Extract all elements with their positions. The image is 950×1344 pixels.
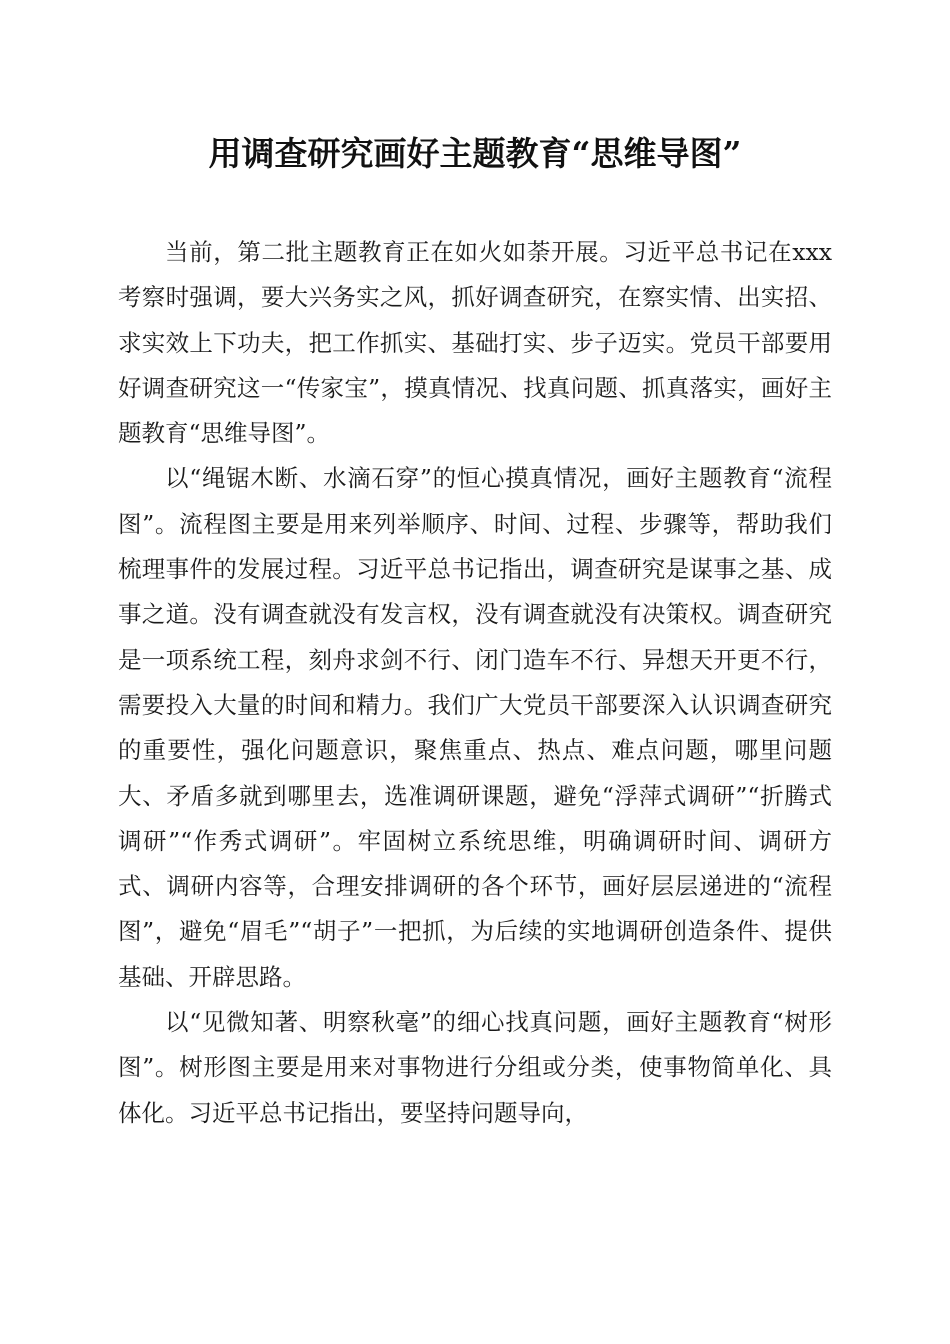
paragraph-1: 当前，第二批主题教育正在如火如荼开展。习近平总书记在xxx考察时强调，要大兴务实之风，抓好调查研究，在察实情、出实招、求实效上下功夫，把工作抓实、基础打实、步子迈实。党员干部要用好调查研究这一“传家宝”，摸真情况、找真问题、抓真落实，画好主题教育“思维导图”。 xyxy=(118,238,832,448)
document-title: 用调查研究画好主题教育“思维导图” xyxy=(208,134,742,173)
paragraph-2: 以“绳锯木断、水滴石穿”的恒心摸真情况，画好主题教育“流程图”。流程图主要是用来列举顺序、时间、过程、步骤等，帮助我们梳理事件的发展过程。习近平总书记指出，调查研究是谋事之基、成事之道。没有调查就没有发言权，没有调查就没有决策权。调查研究是一项系统工程，刻舟求剑不行、闭门造车不行、异想天开更不行，需要投入大量的时间和精力。我们广大党员干部要深入认识调查研究的重要性，强化问题意识，聚焦重点、热点、难点问题，哪里问题大、矛盾多就到哪里去，选准调研课题，避免“浮萍式调研”“折腾式调研”“作秀式调研”。牢固树立系统思维，明确调研时间、调研方式、调研内容等，合理安排调研的各个环节，画好层层递进的“流程图”，避免“眉毛”“胡子”一把抓，为后续的实地调研创造条件、提供基础、开辟思路。 xyxy=(118,464,832,991)
paragraph-3: 以“见微知著、明察秋毫”的细心找真问题，画好主题教育“树形图”。树形图主要是用来对事物进行分组或分类，使事物简单化、具体化。习近平总书记指出，要坚持问题导向， xyxy=(118,1008,832,1127)
document-body xyxy=(118,230,832,1136)
